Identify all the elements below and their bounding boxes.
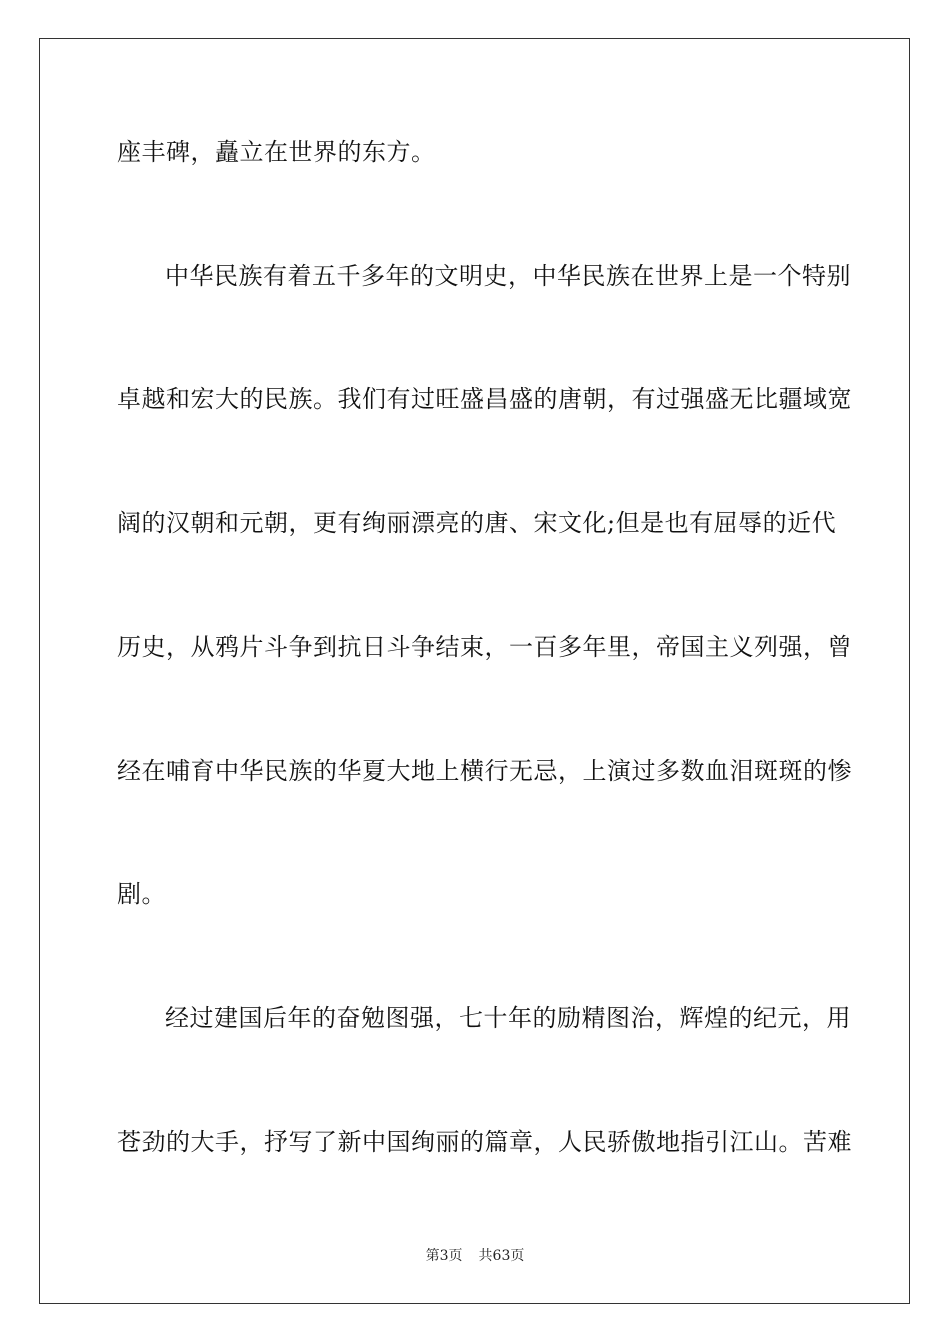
text-line: 卓越和宏大的民族。我们有过旺盛昌盛的唐朝，有过强盛无比疆域宽 — [117, 385, 852, 413]
text-line: 历史，从鸦片斗争到抗日斗争结束，一百多年里，帝国主义列强，曾 — [117, 633, 852, 661]
page-footer — [0, 1247, 950, 1265]
text-line: 阔的汉朝和元朝，更有绚丽漂亮的唐、宋文化;但是也有屈辱的近代 — [117, 509, 837, 537]
text-line: 经在哺育中华民族的华夏大地上横行无忌，上演过多数血泪斑斑的惨 — [117, 757, 852, 785]
page-number: 第3页 — [425, 1248, 463, 1264]
text-line: 座丰碑，矗立在世界的东方。 — [117, 138, 436, 166]
text-line: 经过建国后年的奋勉图强，七十年的励精图治，辉煌的纪元，用 — [165, 1004, 851, 1032]
page-total: 共63页 — [478, 1248, 525, 1264]
text-line: 剧。 — [117, 880, 166, 908]
page-frame — [39, 38, 910, 1304]
text-line: 中华民族有着五千多年的文明史，中华民族在世界上是一个特别 — [165, 262, 851, 290]
text-line: 苍劲的大手，抒写了新中国绚丽的篇章，人民骄傲地指引江山。苦难 — [117, 1128, 852, 1156]
